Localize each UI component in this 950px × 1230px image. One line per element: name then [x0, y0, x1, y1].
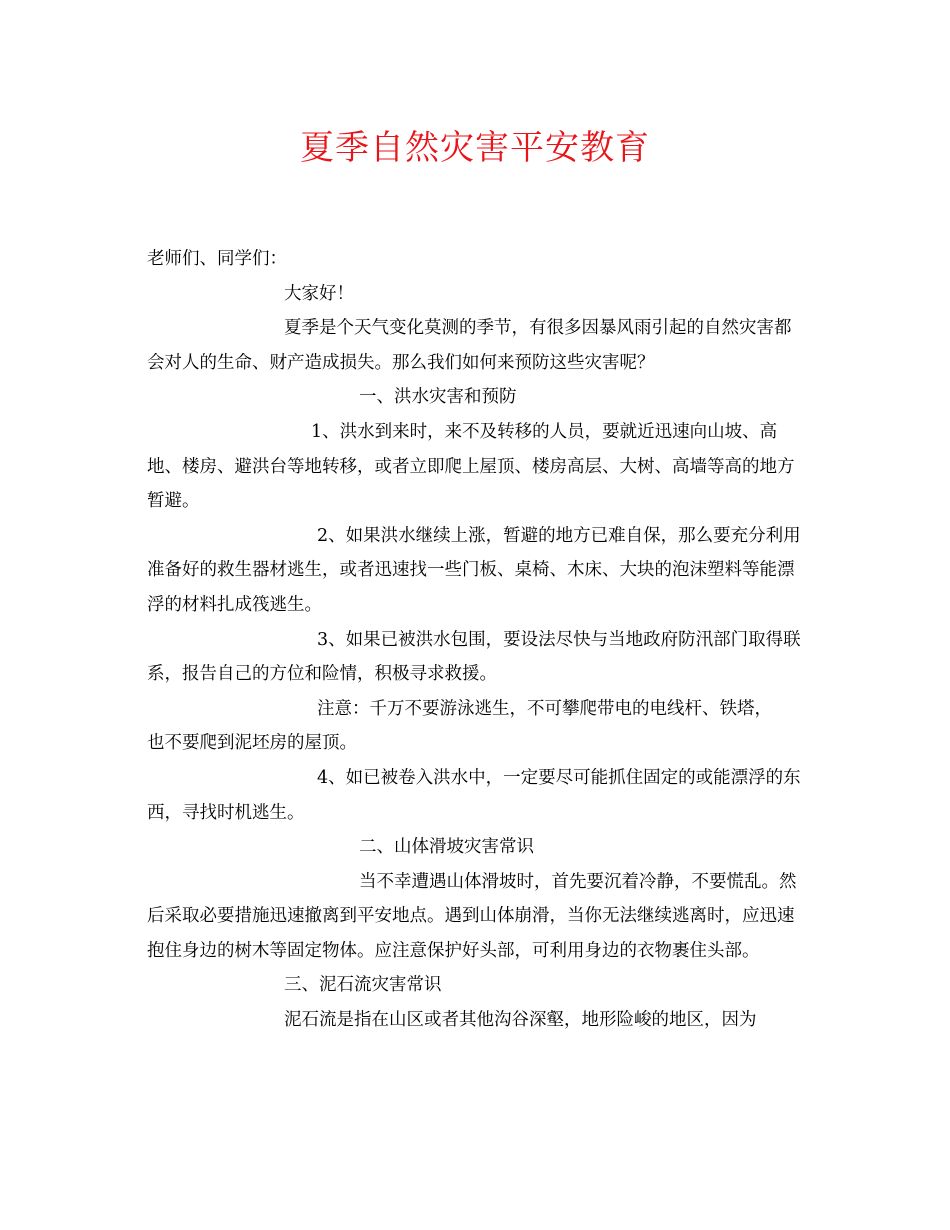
page-title: 夏季自然灾害平安教育	[300, 128, 650, 168]
section-heading-flood: 一、洪水灾害和预防	[359, 387, 517, 408]
intro-paragraph: 夏季是个天气变化莫测的季节，有很多因暴风雨引起的自然灾害都会对人的生命、财产造成损失。那么我们如何来预防这些灾害呢？	[147, 318, 792, 373]
mudslide-paragraph: 泥石流是指在山区或者其他沟谷深壑，地形险峻的地区，因为	[284, 1010, 757, 1031]
greeting: 大家好！	[284, 283, 354, 304]
flood-item-3: 3、如果已被洪水包围，要设法尽快与当地政府防汛部门取得联系，报告自己的方位和险情，积极寻求救援。	[147, 629, 801, 685]
flood-item-2: 2、如果洪水继续上涨，暂避的地方已难自保，那么要充分利用准备好的救生器材逃生，或者迅速找一些门板、桌椅、木床、大块的泡沫塑料等能漂浮的材料扎成筏逃生。	[147, 525, 801, 615]
section-heading-mudslide: 三、泥石流灾害常识	[284, 975, 442, 996]
document-body	[147, 242, 807, 1038]
landslide-paragraph: 当不幸遭遇山体滑坡时，首先要沉着冷静，不要慌乱。然后采取必要措施迅速撤离到平安地点。遇到山体崩滑，当你无法继续逃离时，应迅速抱住身边的树木等固定物体。应注意保护好头部，可利用身边的衣物裹住头部。	[147, 871, 797, 961]
salutation: 老师们、同学们：	[147, 249, 287, 269]
flood-note: 注意：千万不要游泳逃生，不可攀爬带电的电线杆、铁塔，也不要爬到泥坯房的屋顶。	[147, 698, 772, 754]
flood-item-1: 1、洪水到来时，来不及转移的人员，要就近迅速向山坡、高地、楼房、避洪台等地转移，或者立即爬上屋顶、楼房高层、大树、高墙等高的地方暂避。	[147, 421, 795, 512]
section-heading-landslide: 二、山体滑坡灾害常识	[359, 837, 534, 858]
flood-item-4: 4、如已被卷入洪水中，一定要尽可能抓住固定的或能漂浮的东西，寻找时机逃生。	[147, 767, 801, 823]
